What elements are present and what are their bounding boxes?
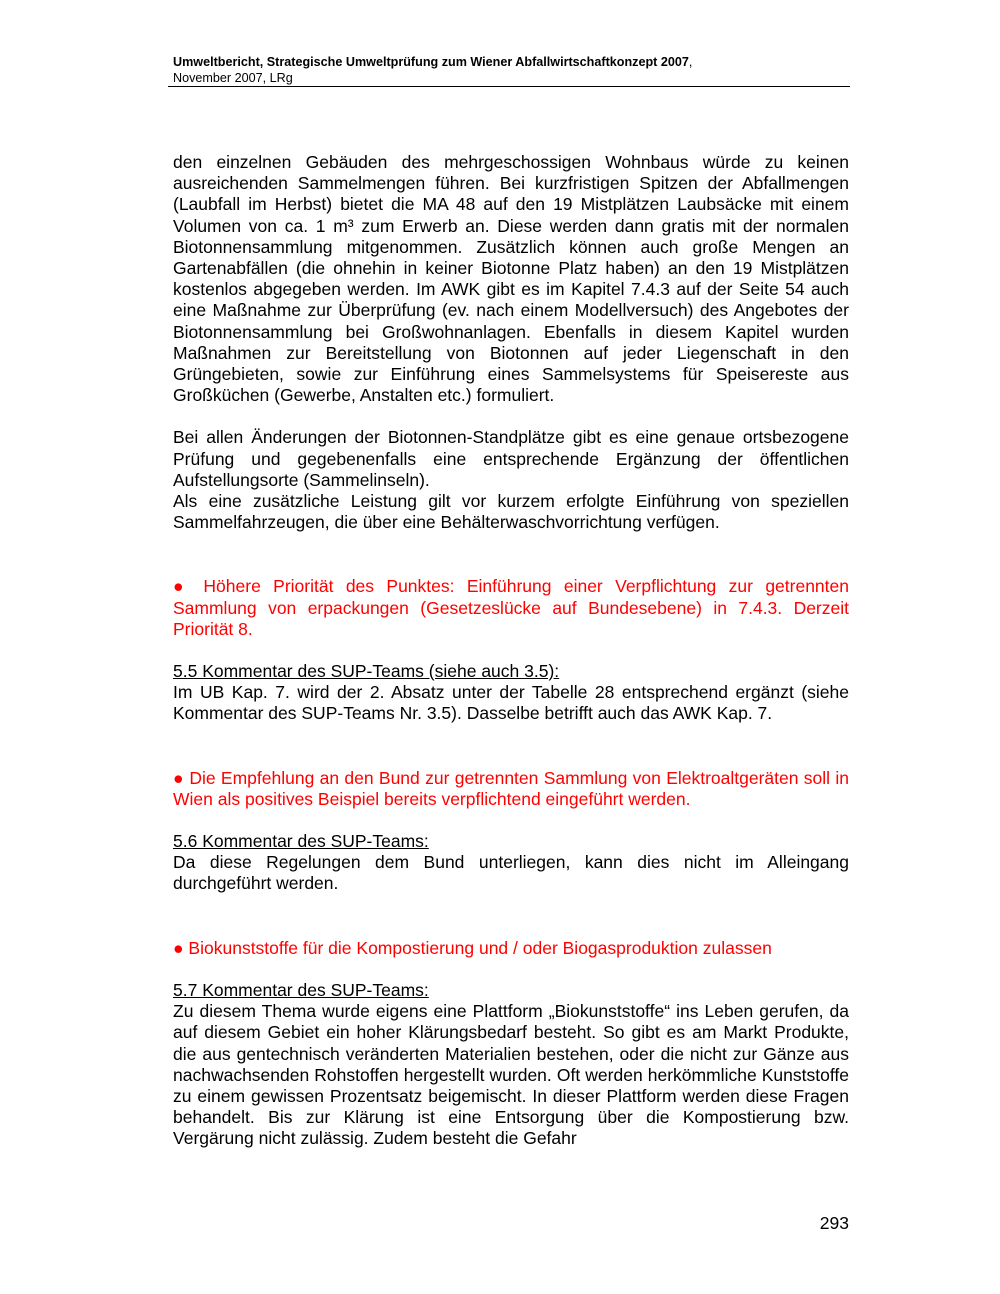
text-kommentar-5-6: Da diese Regelungen dem Bund unterliegen, kann dies nicht im Alleingang durchgeführt werden. xyxy=(173,852,849,894)
header-title xyxy=(173,54,850,70)
spacer xyxy=(173,406,849,427)
text-kommentar-5-5: Im UB Kap. 7. wird der 2. Absatz unter der Tabelle 28 entsprechend ergänzt (siehe Kommentar des SUP-Teams Nr. 3.5). Dasselbe betrifft auch das AWK Kap. 7. xyxy=(173,682,849,724)
text-kommentar-5-7: Zu diesem Thema wurde eigens eine Plattform „Biokunststoffe“ ins Leben gerufen, da auf diesem Gebiet ein hoher Klärungsbedarf besteht. So gibt es am Markt Produkte, die aus gentechnisch veränderten Materialien bestehen, oder die nicht zur Gänze aus nachwachsenden Rohstoffen hergestellt wurden. Oft werden herkömmliche Kunststoffe zu einem gewissen Prozentsatz beigemischt. In dieser Plattform werden diese Fragen behandelt. Bis zur Klärung ist eine Entsorgung über die Kompostierung bzw. Vergärung nicht zulässig. Zudem besteht die Gefahr xyxy=(173,1001,849,1149)
spacer xyxy=(173,959,849,980)
bullet-elektroaltgeraete: ● Die Empfehlung an den Bund zur getrennten Sammlung von Elektroaltgeräten soll in Wien als positives Beispiel bereits verpflichtend eingeführt werden. xyxy=(173,767,849,809)
paragraph-standplaetze: Bei allen Änderungen der Biotonnen-Standplätze gibt es eine genaue ortsbezogene Prüfung und gegebenenfalls eine entsprechende Ergänzung der öffentlichen Aufstellungsorte (Sammelinseln). xyxy=(173,427,849,490)
paragraph-biotonne: den einzelnen Gebäuden des mehrgeschossigen Wohnbaus würde zu keinen ausreichenden Sammelmengen führen. Bei kurzfristigen Spitzen der Abfallmengen (Laubfall im Herbst) bietet die MA 48 auf den 19 Mistplätzen Laubsäcke mit einem Volumen von ca. 1 m³ zum Erwerb an. Diese werden dann gratis mit der normalen Biotonnensammlung mitgenommen. Zusätzlich können auch große Mengen an Gartenabfällen (die ohnehin in keiner Biotonne Platz haben) an den 19 Mistplätzen kostenlos abgegeben werden. Im AWK gibt es im Kapitel 7.4.3 auf der Seite 54 auch eine Maßnahme zur Überprüfung (ev. nach einem Modellversuch) des Angebotes der Biotonnensammlung bei Großwohnanlagen. Ebenfalls in diesem Kapitel wurden Maßnahmen zur Bereitstellung von Biotonnen auf jeder Liegenschaft in den Grüngebieten, sowie zur Einführung eines Sammelsystems für Speisereste aus Großküchen (Gewerbe, Anstalten etc.) formuliert. xyxy=(173,152,849,406)
bullet-verpackungen: ● Höhere Priorität des Punktes: Einführung einer Verpflichtung zur getrennten Sammlung von erpackungen (Gesetzeslücke auf Bundesebene) in 7.4.3. Derzeit Priorität 8. xyxy=(173,576,849,639)
paragraph-sammelfahrzeuge: Als eine zusätzliche Leistung gilt vor kurzem erfolgte Einführung von speziellen Sammelfahrzeugen, die über eine Behälterwaschvorrichtung verfügen. xyxy=(173,491,849,533)
spacer xyxy=(173,895,849,938)
page-number: 293 xyxy=(819,1213,849,1233)
header-title-text: Umweltbericht, Strategische Umweltprüfung zum Wiener Abfallwirtschaftkonzept 2007 xyxy=(173,55,689,69)
spacer xyxy=(173,640,849,661)
heading-kommentar-5-6: 5.6 Kommentar des SUP-Teams: xyxy=(173,831,429,852)
heading-kommentar-5-5: 5.5 Kommentar des SUP-Teams (siehe auch 3.5): xyxy=(173,661,560,682)
spacer xyxy=(173,810,849,831)
page-header xyxy=(173,54,850,86)
spacer xyxy=(173,533,849,576)
header-subtitle: November 2007, LRg xyxy=(173,71,293,85)
header-title-suffix: , xyxy=(688,55,693,69)
header-divider xyxy=(168,86,850,87)
heading-kommentar-5-7: 5.7 Kommentar des SUP-Teams: xyxy=(173,979,429,1000)
spacer xyxy=(173,725,849,768)
bullet-biokunststoffe: ● Biokunststoffe für die Kompostierung und / oder Biogasproduktion zulassen xyxy=(173,937,772,958)
document-body xyxy=(173,152,849,1150)
